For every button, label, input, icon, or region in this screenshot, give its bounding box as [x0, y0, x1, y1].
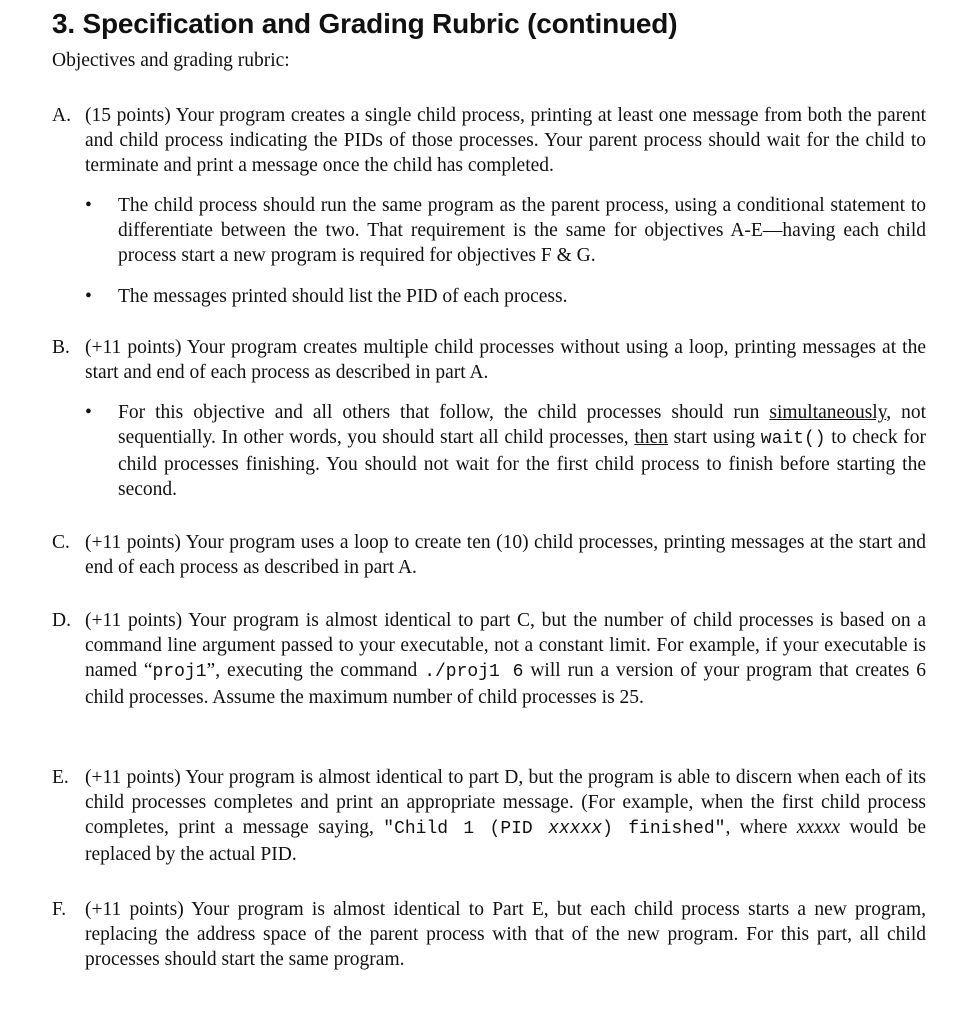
underlined-word: then [634, 427, 668, 448]
objective-text: (+11 points) Your program is almost identical to Part E, but each child process starts a new program, replacing the address space of the parent process with that of the new program. For this part, all child processes should start the same program. [85, 899, 926, 970]
text-run: to check for child processes finishing. You should not wait for the first child process to finish before starting the second. [118, 427, 926, 500]
objective-f [52, 897, 926, 972]
objective-letter: A. [52, 105, 71, 126]
text-run: (+11 points) Your program is almost identical to part D, but the program is able to discern when each of its child processes completes and print an appropriate message. (For example, when the first child process completes, print a message saying, [85, 767, 926, 838]
code-executable-name: proj1 [152, 662, 207, 682]
text-run: start using [667, 427, 761, 448]
objective-letter: F. [52, 899, 67, 920]
bullet-item [52, 400, 926, 502]
bullet-text [118, 400, 926, 502]
objective-a [52, 103, 926, 178]
objective-text: (+11 points) Your program creates multiple child processes without using a loop, printing messages at the start and end of each process as described in part A. [85, 337, 926, 383]
code-message-start: "Child 1 (PID [383, 819, 549, 839]
text-run: (+11 points) Your program is almost identical to part C, but the number of child processes is based on a command line argument passed to your executable, not a constant limit. For example, if your executable is named “ [85, 610, 926, 681]
objective-text [85, 608, 926, 710]
text-run: would be replaced by the actual PID. [85, 817, 927, 865]
objective-letter: E. [52, 767, 69, 788]
code-command: ./proj1 6 [424, 662, 524, 682]
objective-letter: C. [52, 532, 70, 553]
page-subtitle: Objectives and grading rubric: [52, 50, 290, 71]
objective-letter: D. [52, 610, 71, 631]
bullet-text: The messages printed should list the PID of each process. [118, 286, 568, 307]
objective-c [52, 530, 926, 580]
text-run: will run a version of your program that creates 6 child processes. Assume the maximum number of child processes is 25. [85, 660, 926, 708]
text-run: , where [725, 817, 797, 838]
bullet-item [52, 193, 926, 268]
bullet-text: The child process should run the same program as the parent process, using a conditional statement to differentiate between the two. That requirement is the same for objectives A-E—having each child process start a new program is required for objectives F & G. [118, 195, 926, 266]
objective-letter: B. [52, 337, 70, 358]
text-run: For this objective and all others that follow, the child processes should run [118, 402, 770, 423]
objective-text: (15 points) Your program creates a single child process, printing at least one message from both the parent and child process indicating the PIDs of those processes. Your parent process should wait for the child to terminate and print a message once the child has completed. [85, 105, 926, 176]
code-pid-placeholder: xxxxx [548, 819, 603, 839]
bullet-icon: • [85, 286, 92, 307]
objective-b [52, 335, 926, 385]
bullet-icon: • [85, 195, 92, 216]
objective-e [52, 765, 926, 867]
objective-text [85, 765, 926, 867]
text-run: , not sequentially. In other words, you should start all child processes, [118, 402, 926, 448]
objective-text: (+11 points) Your program uses a loop to create ten (10) child processes, printing messages at the start and end of each process as described in part A. [85, 532, 926, 578]
italic-placeholder: xxxxx [796, 817, 841, 838]
bullet-icon: • [85, 402, 92, 423]
text-run: ”, executing the command [206, 660, 425, 681]
underlined-word: simultaneously [769, 402, 887, 423]
objective-d [52, 608, 926, 710]
page-title: 3. Specification and Grading Rubric (continued) [52, 8, 678, 39]
code-wait: wait() [760, 429, 826, 449]
bullet-item [52, 284, 926, 309]
code-message-end: ) finished" [602, 819, 726, 839]
